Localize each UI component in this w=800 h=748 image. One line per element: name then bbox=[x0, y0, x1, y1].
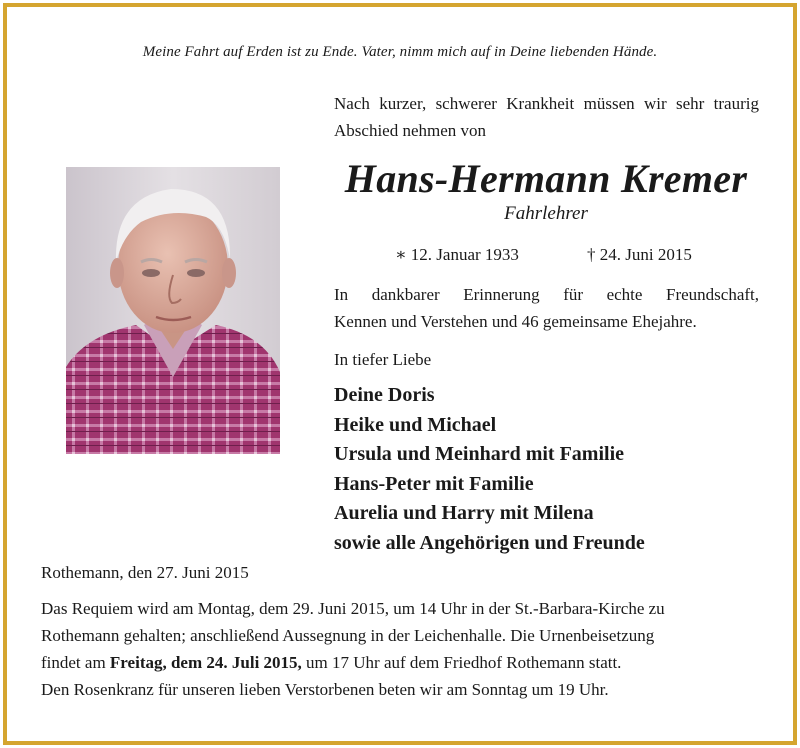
details-line: Rothemann gehalten; anschließend Aussegnung in der Leichenhalle. Die Urnenbeisetzung bbox=[41, 626, 655, 645]
memory-line: In dankbarer Erinnerung für echte Freundschaft, bbox=[334, 285, 759, 304]
death-date: † 24. Juni 2015 bbox=[587, 245, 692, 264]
memory-text bbox=[334, 281, 759, 335]
service-details bbox=[41, 595, 761, 703]
mourner-entry: sowie alle Angehörigen und Freunde bbox=[334, 531, 645, 554]
deceased-profession: Fahrlehrer bbox=[504, 203, 588, 224]
mourner-entry: Ursula und Meinhard mit Familie bbox=[334, 443, 625, 465]
mourners-list bbox=[334, 381, 645, 558]
birth-date: ∗ 12. Januar 1933 bbox=[395, 245, 519, 264]
mourner-entry: Aurelia und Harry mit Milena bbox=[334, 502, 594, 524]
love-phrase: In tiefer Liebe bbox=[334, 350, 432, 369]
details-text: um 17 Uhr auf dem Friedhof Rothemann statt. bbox=[301, 653, 622, 672]
details-line bbox=[41, 649, 761, 676]
burial-date-highlight: Freitag, dem 24. Juli 2015, bbox=[109, 653, 302, 672]
details-line: Das Requiem wird am Montag, dem 29. Juni 2015, um 14 Uhr in der St.-Barbara-Kirche zu bbox=[41, 599, 665, 618]
details-line: Den Rosenkranz für unseren lieben Verstorbenen beten wir am Sonntag um 19 Uhr. bbox=[41, 680, 609, 699]
deceased-name: Hans-Hermann Kremer bbox=[344, 156, 748, 201]
portrait-photo bbox=[66, 167, 280, 454]
motto-verse: Meine Fahrt auf Erden ist zu Ende. Vater, nimm mich auf in Deine liebenden Hände. bbox=[142, 44, 658, 60]
details-text: findet am bbox=[41, 653, 110, 672]
mourner-entry: Deine Doris bbox=[334, 384, 435, 406]
mourner-entry: Heike und Michael bbox=[334, 413, 497, 436]
memory-line: Kennen und Verstehen und 46 gemeinsame Ehejahre. bbox=[334, 312, 697, 331]
place-and-date: Rothemann, den 27. Juni 2015 bbox=[41, 563, 249, 582]
mourner-entry: Hans-Peter mit Familie bbox=[334, 472, 534, 495]
intro-text: Nach kurzer, schwerer Krankheit müssen wir sehr traurig Abschied nehmen von bbox=[334, 94, 759, 140]
